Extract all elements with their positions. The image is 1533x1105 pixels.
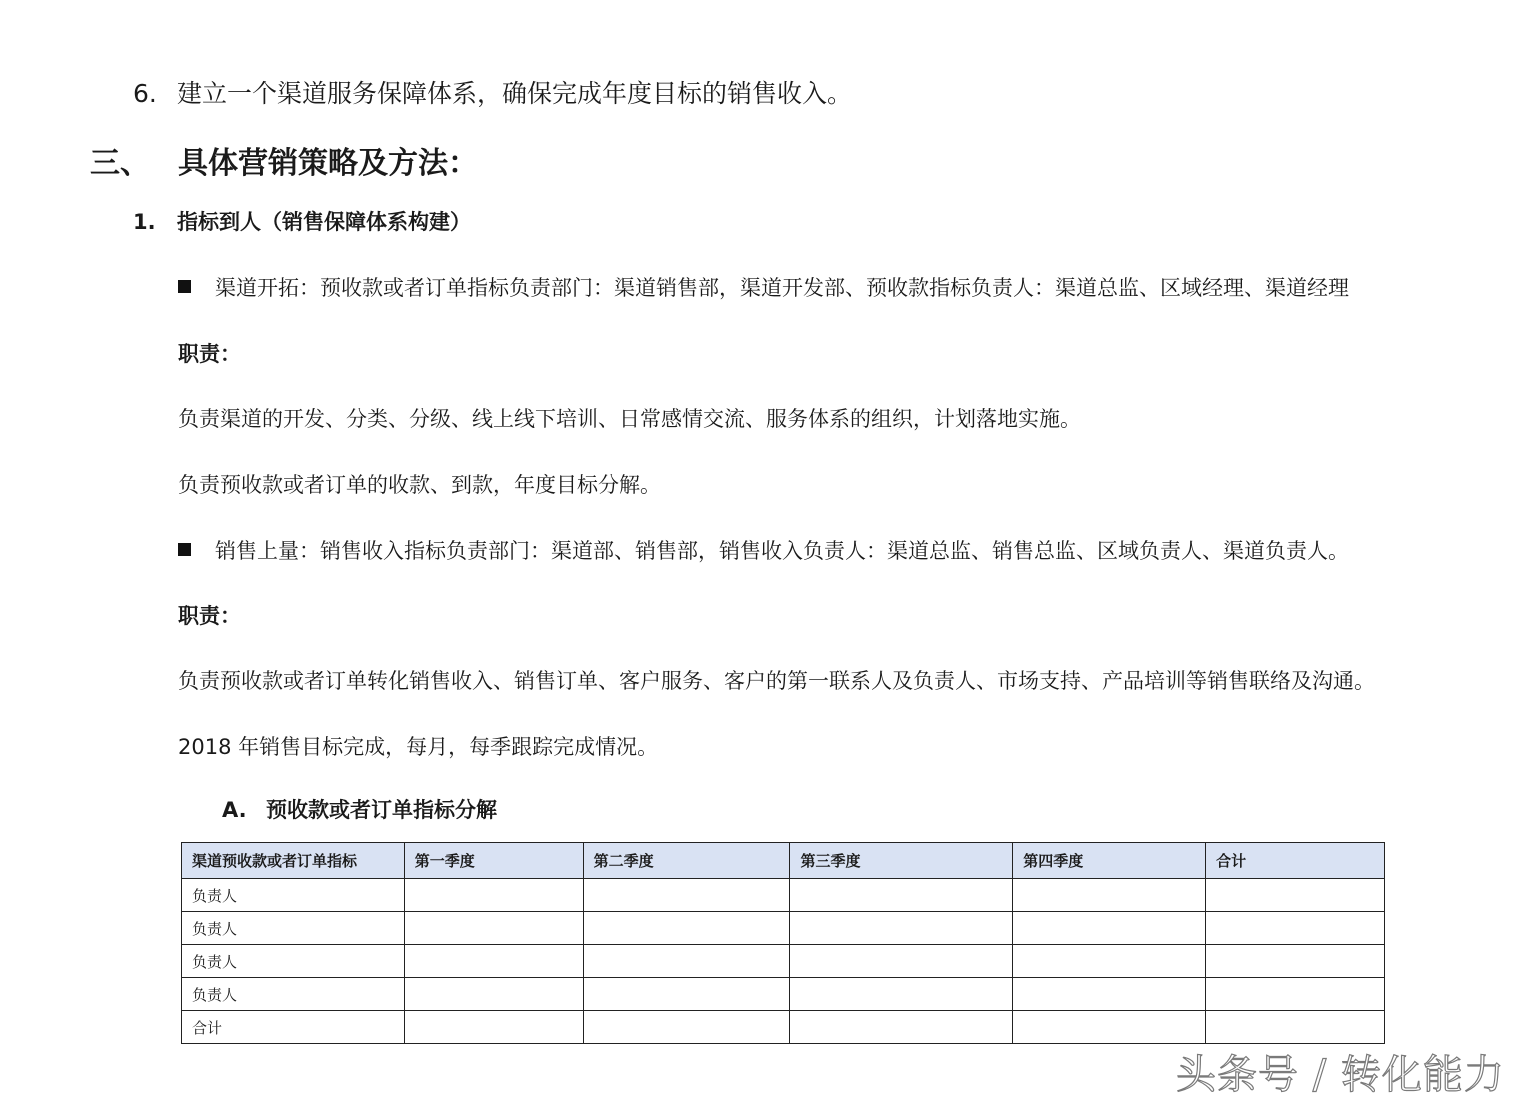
table-cell — [583, 1011, 790, 1044]
table-cell — [1013, 879, 1206, 912]
table-cell — [790, 945, 1013, 978]
table-header-row — [182, 843, 1385, 879]
subsection-a-number: A. — [222, 798, 247, 822]
watermark: 头条号 / 转化能力 — [1176, 1052, 1505, 1098]
duty-text: 负责预收款或者订单的收款、到款，年度目标分解。 — [178, 473, 661, 497]
duty-text: 负责渠道的开发、分类、分级、线上线下培训、日常感情交流、服务体系的组织，计划落地实施。 — [178, 407, 1081, 431]
table-header-cell: 第一季度 — [404, 843, 583, 879]
duty-label: 职责： — [178, 604, 241, 628]
list-item-6 — [133, 74, 852, 110]
table-cell: 负责人 — [182, 912, 405, 945]
table-cell — [583, 912, 790, 945]
table-header-cell: 合计 — [1206, 843, 1385, 879]
table-header-cell: 第四季度 — [1013, 843, 1206, 879]
table-header-cell: 第三季度 — [790, 843, 1013, 879]
table-cell — [1013, 1011, 1206, 1044]
table-cell — [790, 879, 1013, 912]
bullet-sales-volume — [178, 535, 1349, 565]
table-cell — [1013, 945, 1206, 978]
table-cell — [404, 879, 583, 912]
duty-label: 职责： — [178, 342, 241, 366]
table-cell — [1013, 912, 1206, 945]
table-cell — [404, 1011, 583, 1044]
table-row — [182, 945, 1385, 978]
indicator-table — [181, 842, 1385, 1044]
table-header-cell: 渠道预收款或者订单指标 — [182, 843, 405, 879]
subsection-heading — [133, 206, 471, 236]
table-row — [182, 912, 1385, 945]
duty-text: 2018 年销售目标完成，每月，每季跟踪完成情况。 — [178, 735, 659, 759]
table-cell — [1206, 1011, 1385, 1044]
square-bullet-icon — [178, 543, 191, 556]
table-cell: 负责人 — [182, 945, 405, 978]
bullet-text: 渠道开拓：预收款或者订单指标负责部门：渠道销售部，渠道开发部、预收款指标负责人：渠道总监、区域经理、渠道经理 — [215, 276, 1349, 300]
section-heading — [90, 138, 478, 182]
table-cell — [404, 945, 583, 978]
table-cell: 合计 — [182, 1011, 405, 1044]
table-cell — [404, 978, 583, 1011]
section-title: 具体营销策略及方法： — [178, 146, 478, 181]
bullet-channel-development — [178, 272, 1349, 302]
table-row — [182, 978, 1385, 1011]
table-cell — [790, 1011, 1013, 1044]
table-cell — [790, 912, 1013, 945]
bullet-text: 销售上量：销售收入指标负责部门：渠道部、销售部，销售收入负责人：渠道总监、销售总监、区域负责人、渠道负责人。 — [215, 539, 1349, 563]
table-cell — [583, 978, 790, 1011]
table-cell — [1206, 879, 1385, 912]
table-header-cell: 第二季度 — [583, 843, 790, 879]
table-cell: 负责人 — [182, 879, 405, 912]
table-cell — [1206, 912, 1385, 945]
subsection-a-title: 预收款或者订单指标分解 — [266, 798, 497, 822]
table-cell — [790, 978, 1013, 1011]
list-item-text: 建立一个渠道服务保障体系，确保完成年度目标的销售收入。 — [177, 79, 853, 108]
table-cell — [404, 912, 583, 945]
table-row — [182, 879, 1385, 912]
table-cell — [583, 945, 790, 978]
table-row — [182, 1011, 1385, 1044]
square-bullet-icon — [178, 280, 191, 293]
duty-text: 负责预收款或者订单转化销售收入、销售订单、客户服务、客户的第一联系人及负责人、市场支持、产品培训等销售联络及沟通。 — [178, 669, 1375, 693]
subsection-title: 指标到人（销售保障体系构建） — [177, 210, 471, 234]
table-cell — [1013, 978, 1206, 1011]
subsection-a-heading — [222, 794, 497, 824]
table-cell: 负责人 — [182, 978, 405, 1011]
section-number: 三、 — [90, 146, 150, 181]
table-cell — [1206, 978, 1385, 1011]
list-item-number: 6. — [133, 79, 157, 108]
subsection-number: 1. — [133, 210, 156, 234]
table-cell — [583, 879, 790, 912]
table-cell — [1206, 945, 1385, 978]
